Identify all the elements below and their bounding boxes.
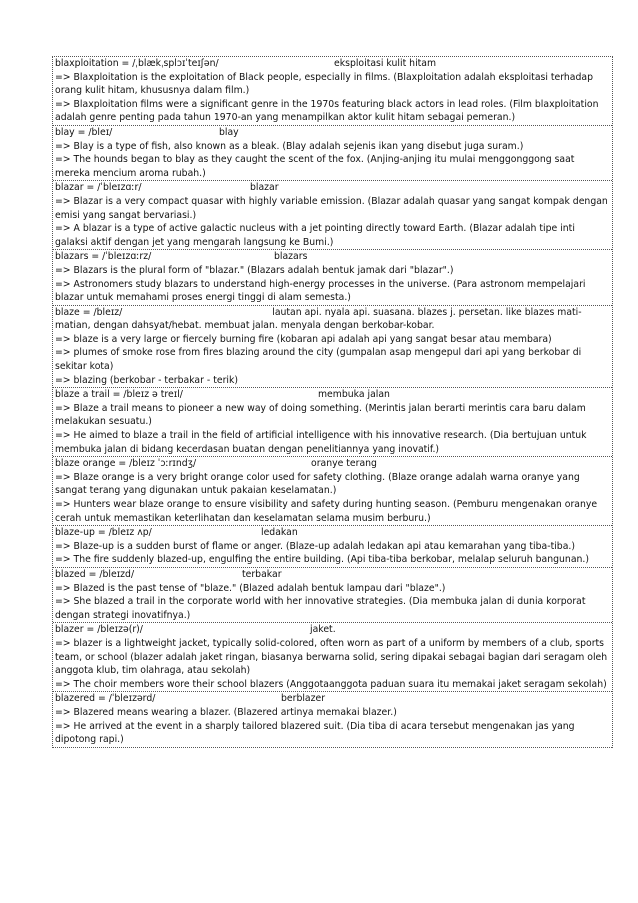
- example-line: => Blaze-up is a sudden burst of flame or anger. (Blaze-up adalah ledakan api atau kemarahan yang tiba-tiba.): [55, 540, 575, 552]
- example-line: => Blay is a type of fish, also known as a bleak. (Blay adalah sejenis ikan yang disebut juga suram.): [55, 140, 524, 152]
- entry-blaze-up: [53, 526, 612, 568]
- example-line: => Blaxploitation films were a significant genre in the 1970s featuring black actors in lead roles. (Film blaxploitation adalah genre penting pada tahun 1970-an yang menampilkan aktor kulit hitam sebagai pemeran.): [55, 98, 599, 124]
- example-line: => Blaze orange is a very bright orange color used for safety clothing. (Blaze orange adalah warna oranye yang sangat terang yang digunakan untuk pakaian keselamatan.): [55, 471, 580, 497]
- entry-translation: membuka jalan: [318, 389, 390, 401]
- example-line: => Blazed is the past tense of "blaze." (Blazed adalah bentuk lampau dari "blaze".): [55, 582, 446, 594]
- entry-blaze-a-trail: [53, 388, 612, 457]
- entry-translation: terbakar: [242, 568, 282, 580]
- entry-translation: blazar: [250, 182, 279, 194]
- entry-headword: blay = /bleɪ/: [55, 126, 113, 138]
- entry-blazer: [53, 623, 612, 692]
- entry-blaxploitation: [53, 57, 612, 126]
- example-line: => The hounds began to blay as they caught the scent of the fox. (Anjing-anjing itu mulai menggonggong saat mereka mencium aroma rubah.): [55, 154, 575, 179]
- example-line: => Astronomers study blazars to understand high-energy processes in the universe. (Para astronom mempelajari blazar untuk memahami proses energi tinggi di alam semesta.): [55, 278, 586, 304]
- entry-translation: lautan api. nyala api. suasana. blazes j. persetan. like blazes mati-matian, dengan dahsyat/hebat. membuat jalan. menyala dengan berkobar-kobar.: [55, 306, 582, 332]
- entry-blazar: [53, 181, 612, 250]
- example-line: => The fire suddenly blazed-up, engulfing the entire building. (Api tiba-tiba berkobar, melalap seluruh bangunan.): [55, 554, 589, 566]
- entry-blay: [53, 126, 612, 181]
- entry-blazered: [53, 692, 612, 747]
- example-line: => A blazar is a type of active galactic nucleus with a jet pointing directly toward Earth. (Blazar adalah tipe inti galaksi aktif dengan jet yang mengarah langsung ke Bumi.): [55, 223, 575, 248]
- entry-translation: eksploitasi kulit hitam: [334, 58, 437, 69]
- entry-translation: jaket.: [310, 624, 336, 636]
- entry-blaze-orange: [53, 457, 612, 526]
- entry-headword: blaze orange = /bleɪz ˈɔːrɪndʒ/: [55, 458, 197, 470]
- entry-blazed: [53, 568, 612, 623]
- entry-headword: blaxploitation = /ˌblækˌsplɔɪˈteɪʃən/: [55, 58, 219, 69]
- example-line: => blazing (berkobar - terbakar - terik): [55, 374, 238, 386]
- vocabulary-list: [52, 56, 613, 748]
- example-line: => The choir members wore their school blazers (Anggotaanggota paduan suara itu memakai jaket seragam sekolah): [55, 678, 607, 690]
- entry-headword: blazed = /bleɪzd/: [55, 568, 135, 580]
- example-line: => Blazered means wearing a blazer. (Blazered artinya memakai blazer.): [55, 706, 397, 718]
- example-line: => blazer is a lightweight jacket, typically solid-colored, often worn as part of a uniform by members of a club, sports team, or school (blazer adalah jaket ringan, biasanya berwarna solid, sering dipakai sebagai bagian dari seragam oleh anggota klub, tim olahraga, atau sekolah): [55, 637, 608, 677]
- example-line: => Blaze a trail means to pioneer a new way of doing something. (Merintis jalan berarti merintis cara baru dalam melakukan sesuatu.): [55, 402, 586, 428]
- example-line: => Blazar is a very compact quasar with highly variable emission. (Blazar adalah quasar yang sangat kompak dengan emisi yang sangat bervariasi.): [55, 195, 608, 221]
- entry-blazars: [53, 250, 612, 305]
- entry-translation: blay: [219, 126, 239, 138]
- entry-headword: blaze a trail = /bleɪz ə treɪl/: [55, 389, 183, 401]
- example-line: => Hunters wear blaze orange to ensure visibility and safety during hunting season. (Pemburu mengenakan oranye cerah untuk memastikan keterlihatan dan keselamatan selama musim berburu.): [55, 499, 598, 524]
- example-line: => plumes of smoke rose from fires blazing around the city (gumpalan asap mengepul dari api yang berkobar di sekitar kota): [55, 347, 582, 373]
- entry-translation: blazars: [274, 251, 308, 263]
- example-line: => He arrived at the event in a sharply tailored blazered suit. (Dia tiba di acara tersebut mengenakan jas yang dipotong rapi.): [55, 720, 575, 746]
- entry-translation: oranye terang: [311, 458, 377, 470]
- example-line: => He aimed to blaze a trail in the field of artificial intelligence with his innovative research. (Dia bertujuan untuk membuka jalan di bidang kecerdasan buatan dengan penelitiannya yang inovatif.): [55, 430, 587, 455]
- example-line: => Blazars is the plural form of "blazar." (Blazars adalah bentuk jamak dari "blazar".): [55, 264, 454, 276]
- entry-headword: blazar = /ˈbleɪzɑːr/: [55, 182, 142, 194]
- example-line: => Blaxploitation is the exploitation of Black people, especially in films. (Blaxploitation adalah eksploitasi terhadap orang kulit hitam, khususnya dalam film.): [55, 71, 594, 97]
- example-line: => She blazed a trail in the corporate world with her innovative strategies. (Dia membuka jalan di dunia korporat dengan strategi inovatifnya.): [55, 596, 586, 621]
- example-line: => blaze is a very large or fiercely burning fire (kobaran api adalah api yang sangat besar atau membara): [55, 333, 552, 345]
- entry-headword: blaze = /bleɪz/: [55, 306, 123, 318]
- entry-headword: blaze-up = /bleɪz ʌp/: [55, 527, 152, 539]
- entry-headword: blazer = /bleɪzə(r)/: [55, 624, 143, 636]
- entry-blaze: [53, 306, 612, 389]
- entry-headword: blazars = /ˈbleɪzɑːrz/: [55, 251, 152, 263]
- entry-translation: berblazer: [281, 693, 326, 705]
- entry-headword: blazered = /ˈbleɪzərd/: [55, 693, 156, 705]
- entry-translation: ledakan: [261, 527, 298, 539]
